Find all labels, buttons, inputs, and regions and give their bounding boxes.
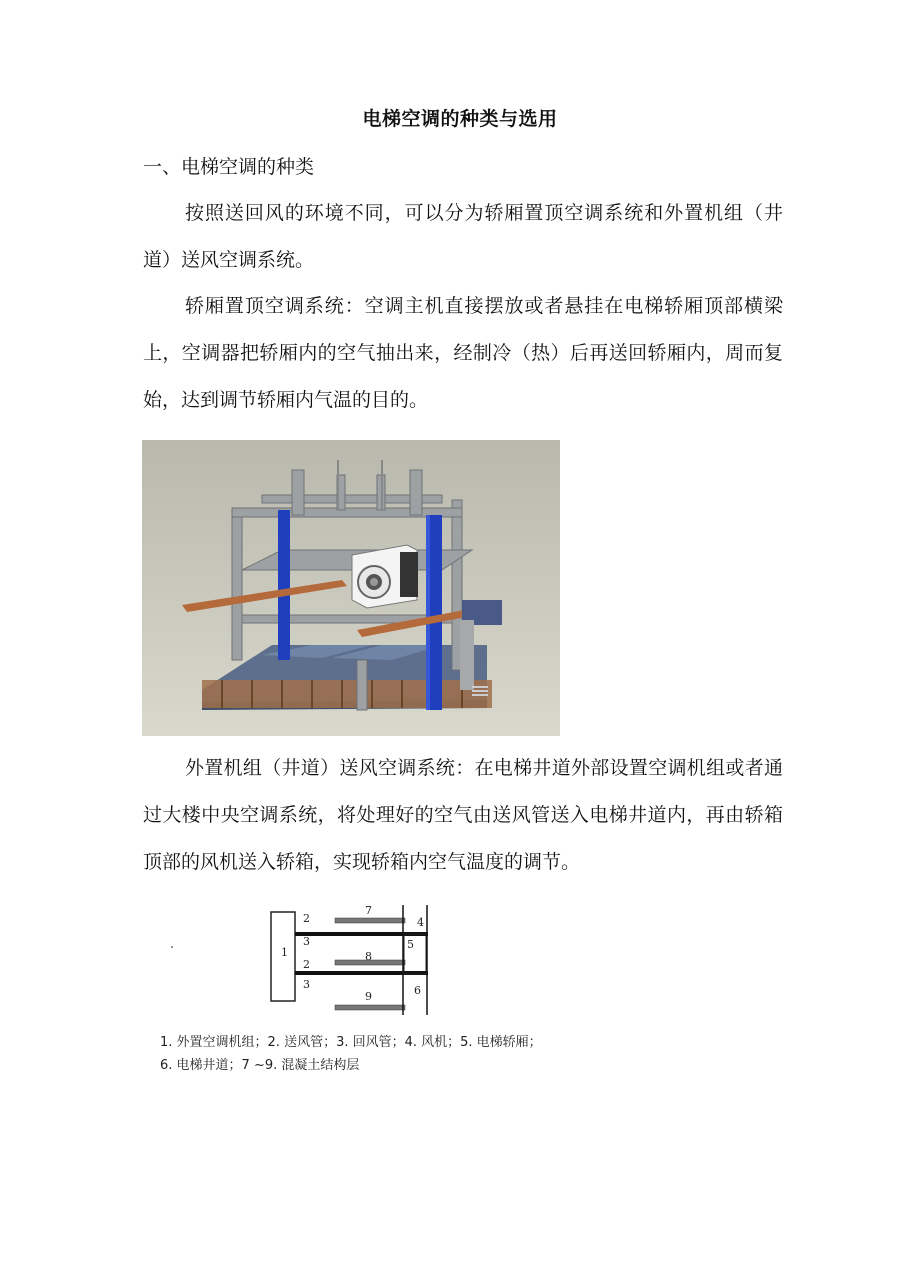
label-1: 1 bbox=[281, 946, 288, 959]
label-8: 8 bbox=[365, 950, 372, 963]
label-3b: 3 bbox=[303, 978, 310, 991]
diagram-caption-line-1: 1. 外置空调机组；2. 送风管；3. 回风管；4. 风机；5. 电梯轿厢； bbox=[160, 1035, 542, 1050]
label-9: 9 bbox=[365, 990, 372, 1003]
label-5: 5 bbox=[407, 938, 414, 951]
label-6: 6 bbox=[414, 984, 421, 997]
paragraph-car-top-system: 轿厢置顶空调系统：空调主机直接摆放或者悬挂在电梯轿厢顶部横梁上，空调器把轿厢内的空气抽出来，经制冷（热）后再送回轿厢内，周而复始，达到调节轿厢内气温的目的。 bbox=[143, 295, 783, 411]
paragraph-intro: 按照送回风的环境不同，可以分为轿厢置顶空调系统和外置机组（井道）送风空调系统。 bbox=[143, 202, 783, 271]
car-top-ac-illustration bbox=[142, 440, 560, 736]
section-heading: 一、电梯空调的种类 bbox=[143, 156, 315, 178]
label-7: 7 bbox=[365, 904, 372, 917]
shaft-air-supply-diagram bbox=[150, 900, 590, 1020]
diagram-caption-line-2: 6. 电梯井道；7 ~9. 混凝土结构层 bbox=[160, 1058, 360, 1073]
label-2a: 2 bbox=[303, 912, 310, 925]
paragraph-external-unit-system: 外置机组（井道）送风空调系统：在电梯井道外部设置空调机组或者通过大楼中央空调系统，将处理好的空气由送风管送入电梯井道内，再由轿箱顶部的风机送入轿箱，实现轿箱内空气温度的调节。 bbox=[143, 757, 783, 873]
label-2b: 2 bbox=[303, 958, 310, 971]
label-3a: 3 bbox=[303, 935, 310, 948]
document-title: 电梯空调的种类与选用 bbox=[362, 108, 558, 130]
label-4: 4 bbox=[417, 916, 424, 929]
